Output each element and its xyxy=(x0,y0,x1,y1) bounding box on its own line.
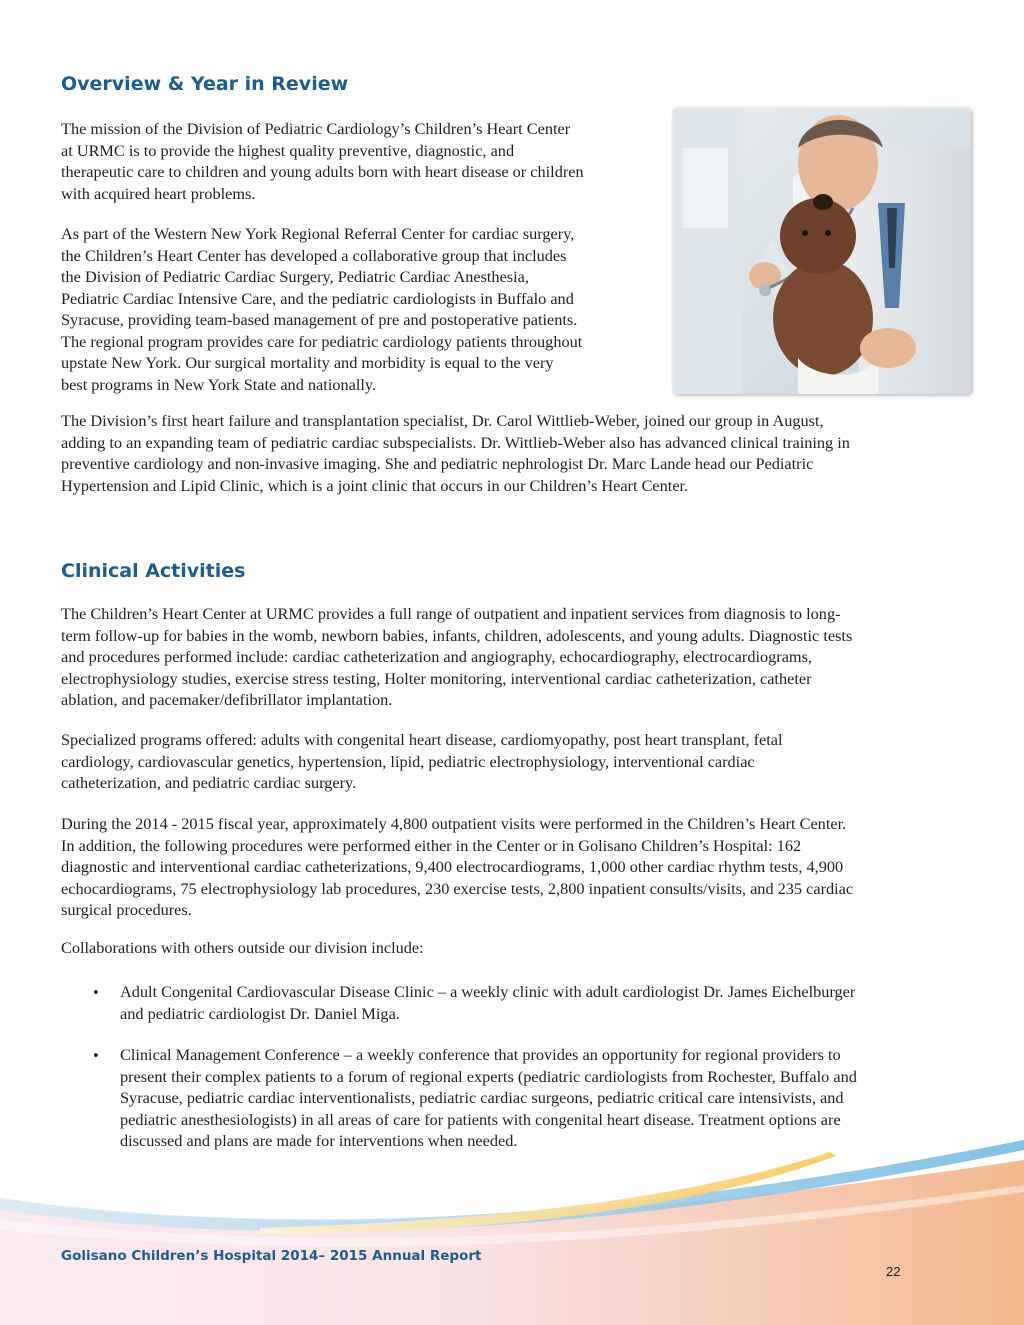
text-line: discussed and plans are made for interventions when needed. xyxy=(120,1131,518,1150)
text-line: upstate New York. Our surgical mortality and morbidity is equal to the very xyxy=(61,353,554,372)
text-line: catheterization, and pediatric cardiac surgery. xyxy=(61,773,357,792)
overview-paragraph-1 xyxy=(61,118,584,204)
bullet-item-2 xyxy=(120,1044,857,1152)
text-line: adding to an expanding team of pediatric cardiac subspecialists. Dr. Wittlieb-Weber also has advanced clinical training in xyxy=(61,432,850,452)
bullet-marker: • xyxy=(92,1049,100,1064)
overview-paragraph-2 xyxy=(61,223,582,395)
text-line: During the 2014 - 2015 fiscal year, approximately 4,800 outpatient visits were performed in the Children’s Heart Center. xyxy=(61,814,847,833)
text-line: Adult Congenital Cardiovascular Disease Clinic – a weekly clinic with adult cardiologist Dr. James Eichelburger xyxy=(120,982,856,1001)
page-number: 22 xyxy=(886,1264,901,1279)
text-line: The Division’s first heart failure and transplantation specialist, Dr. Carol Wittlieb-Weber, joined our group in August, xyxy=(61,411,824,430)
text-line: the Division of Pediatric Cardiac Surgery, Pediatric Cardiac Anesthesia, xyxy=(61,267,529,286)
text-line: Pediatric Cardiac Intensive Care, and the pediatric cardiologists in Buffalo and xyxy=(61,288,574,308)
text-line: Hypertension and Lipid Clinic, which is a joint clinic that occurs in our Children’s Heart Center. xyxy=(61,475,689,495)
text-line: the Children’s Heart Center has developed a collaborative group that includes xyxy=(61,245,567,265)
clinical-paragraph-4: Collaborations with others outside our division include: xyxy=(61,938,424,957)
text-line: and pediatric cardiologist Dr. Daniel Miga. xyxy=(120,1003,400,1023)
text-line: The mission of the Division of Pediatric Cardiology’s Children’s Heart Center xyxy=(61,119,571,138)
clinical-paragraph-3 xyxy=(61,813,853,921)
text-line: echocardiograms, 75 electrophysiology lab procedures, 230 exercise tests, 2,800 inpatient consults/visits, and 235 cardiac xyxy=(61,878,854,898)
clinical-paragraph-1 xyxy=(61,603,852,711)
overview-heading: Overview & Year in Review xyxy=(61,73,349,95)
text-line: Syracuse, providing team-based management of pre and postoperative patients. xyxy=(61,310,578,329)
text-line: diagnostic and interventional cardiac catheterizations, 9,400 electrocardiograms, 1,000 other cardiac rhythm tests, 4,900 xyxy=(61,857,844,876)
text-line: at URMC is to provide the highest quality preventive, diagnostic, and xyxy=(61,140,515,160)
text-line: cardiology, cardiovascular genetics, hypertension, lipid, pediatric electrophysiology, interventional cardiac xyxy=(61,751,755,771)
text-line: Specialized programs offered: adults with congenital heart disease, cardiomyopathy, post heart transplant, fetal xyxy=(61,730,783,749)
text-line: electrophysiology studies, exercise stress testing, Holter monitoring, interventional cardiac catheterization, catheter xyxy=(61,668,812,688)
text-line: and procedures performed include: cardiac catheterization and angiography, echocardiography, electrocardiograms, xyxy=(61,647,812,666)
text-line: therapeutic care to children and young adults born with heart disease or children xyxy=(61,162,584,181)
text-line: The regional program provides care for pediatric cardiology patients throughout xyxy=(61,331,583,351)
bullet-marker: • xyxy=(92,986,100,1001)
text-line: The Children’s Heart Center at URMC provides a full range of outpatient and inpatient services from diagnosis to long- xyxy=(61,604,841,623)
footer-report-title: Golisano Children’s Hospital 2014– 2015 Annual Report xyxy=(61,1248,482,1264)
clinical-paragraph-2 xyxy=(61,729,783,794)
footer-wave-decoration xyxy=(0,1140,1024,1325)
text-line: pediatric anesthesiologists) in all areas of care for patients with congenital heart disease. Treatment options are xyxy=(120,1109,841,1129)
overview-paragraph-3 xyxy=(61,410,850,496)
text-line: preventive cardiology and non-invasive imaging. She and pediatric nephrologist Dr. Marc Lande head our Pediatric xyxy=(61,454,814,473)
doctor-with-infant-photo xyxy=(673,108,971,394)
text-line: Clinical Management Conference – a weekly conference that provides an opportunity for regional providers to xyxy=(120,1045,841,1064)
text-line: term follow-up for babies in the womb, newborn babies, infants, children, adolescents, and young adults. Diagnostic tests xyxy=(61,625,853,645)
text-line: present their complex patients to a forum of regional experts (pediatric cardiologists from Rochester, Buffalo and xyxy=(120,1066,857,1086)
text-line: As part of the Western New York Regional Referral Center for cardiac surgery, xyxy=(61,224,575,243)
text-line: best programs in New York State and nationally. xyxy=(61,374,377,394)
text-line: In addition, the following procedures were performed either in the Center or in Golisano Children’s Hospital: 162 xyxy=(61,835,802,855)
text-line: surgical procedures. xyxy=(61,900,192,919)
bullet-item-1 xyxy=(120,981,855,1024)
text-line: with acquired heart problems. xyxy=(61,183,256,203)
clinical-activities-heading: Clinical Activities xyxy=(61,560,246,582)
text-line: Syracuse, pediatric cardiac interventionalists, pediatric cardiac surgeons, pediatric critical care intensivists, and xyxy=(120,1088,844,1107)
text-line: ablation, and pacemaker/defibrillator implantation. xyxy=(61,690,393,709)
